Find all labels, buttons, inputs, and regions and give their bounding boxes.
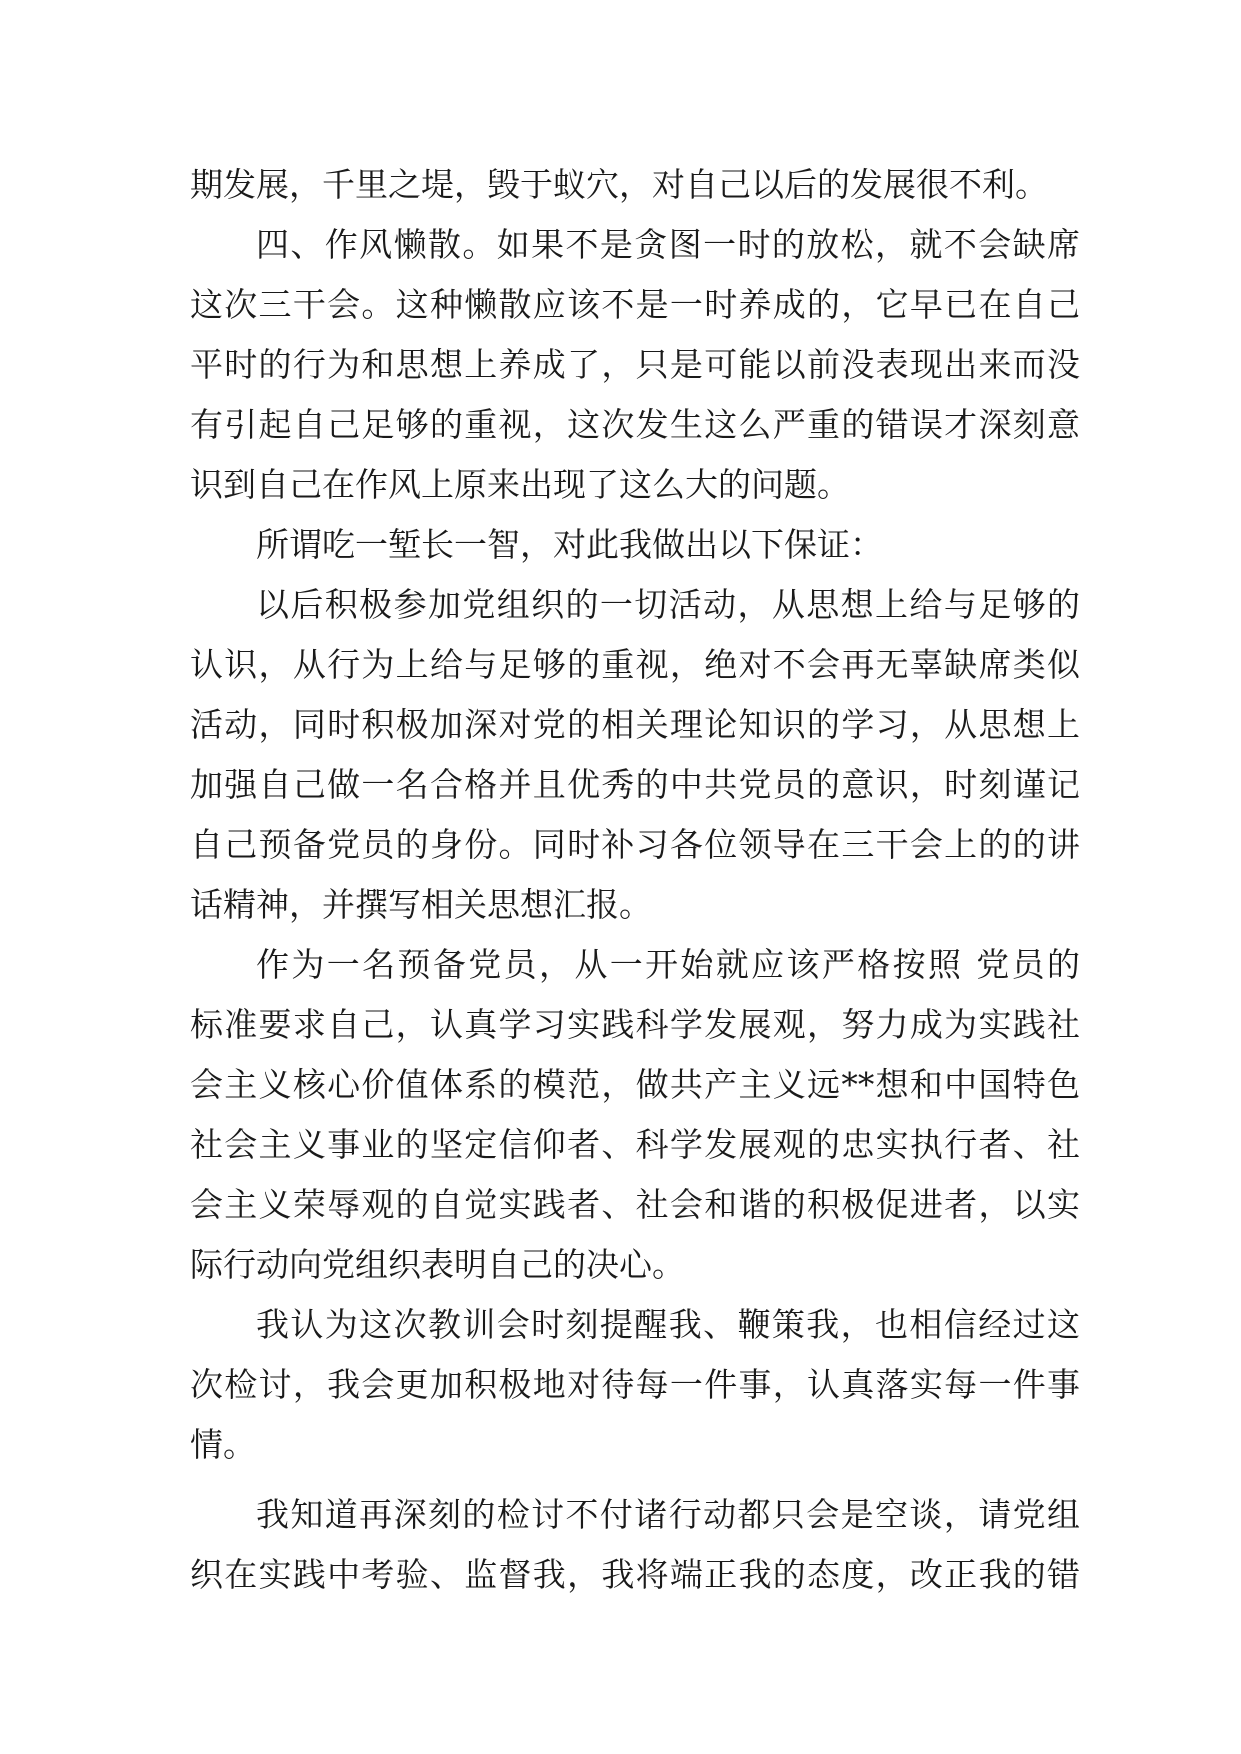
document-body bbox=[190, 155, 1080, 1605]
text-line: 话精神，并撰写相关思想汇报。 bbox=[190, 885, 652, 924]
text-line: 自己预备党员的身份。同时补习各位领导在三干会上的的讲 bbox=[190, 825, 1080, 864]
text-line: 所谓吃一堑长一智，对此我做出以下保证： bbox=[256, 525, 883, 564]
text-line: 作为一名预备党员，从一开始就应该严格按照 党员的 bbox=[256, 945, 1080, 984]
text-line: 我知道再深刻的检讨不付诸行动都只会是空谈，请党组 bbox=[256, 1495, 1080, 1534]
text-line: 期发展，千里之堤，毁于蚁穴，对自己以后的发展很不利。 bbox=[190, 165, 1048, 204]
text-line: 平时的行为和思想上养成了，只是可能以前没表现出来而没 bbox=[190, 345, 1080, 384]
text-line: 有引起自己足够的重视，这次发生这么严重的错误才深刻意 bbox=[190, 405, 1080, 444]
text-line: 会主义荣辱观的自觉实践者、社会和谐的积极促进者，以实 bbox=[190, 1185, 1080, 1224]
text-line: 会主义核心价值体系的模范，做共产主义远**想和中国特色 bbox=[190, 1065, 1080, 1104]
text-line: 社会主义事业的坚定信仰者、科学发展观的忠实执行者、社 bbox=[190, 1125, 1080, 1164]
text-line: 加强自己做一名合格并且优秀的中共党员的意识，时刻谨记 bbox=[190, 765, 1080, 804]
text-line: 织在实践中考验、监督我，我将端正我的态度，改正我的错 bbox=[190, 1555, 1080, 1594]
text-line: 我认为这次教训会时刻提醒我、鞭策我，也相信经过这 bbox=[256, 1305, 1080, 1344]
text-line: 识到自己在作风上原来出现了这么大的问题。 bbox=[190, 465, 850, 504]
text-line: 情。 bbox=[190, 1425, 256, 1464]
text-line: 以后积极参加党组织的一切活动，从思想上给与足够的 bbox=[256, 585, 1080, 624]
text-line: 标准要求自己，认真学习实践科学发展观，努力成为实践社 bbox=[190, 1005, 1080, 1044]
text-line: 际行动向党组织表明自己的决心。 bbox=[190, 1245, 685, 1284]
text-line: 这次三干会。这种懒散应该不是一时养成的，它早已在自己 bbox=[190, 285, 1080, 324]
text-line: 四、作风懒散。如果不是贪图一时的放松，就不会缺席 bbox=[256, 225, 1080, 264]
text-line: 活动，同时积极加深对党的相关理论知识的学习，从思想上 bbox=[190, 705, 1080, 744]
text-line: 次检讨，我会更加积极地对待每一件事，认真落实每一件事 bbox=[190, 1365, 1080, 1404]
text-line: 认识，从行为上给与足够的重视，绝对不会再无辜缺席类似 bbox=[190, 645, 1080, 684]
